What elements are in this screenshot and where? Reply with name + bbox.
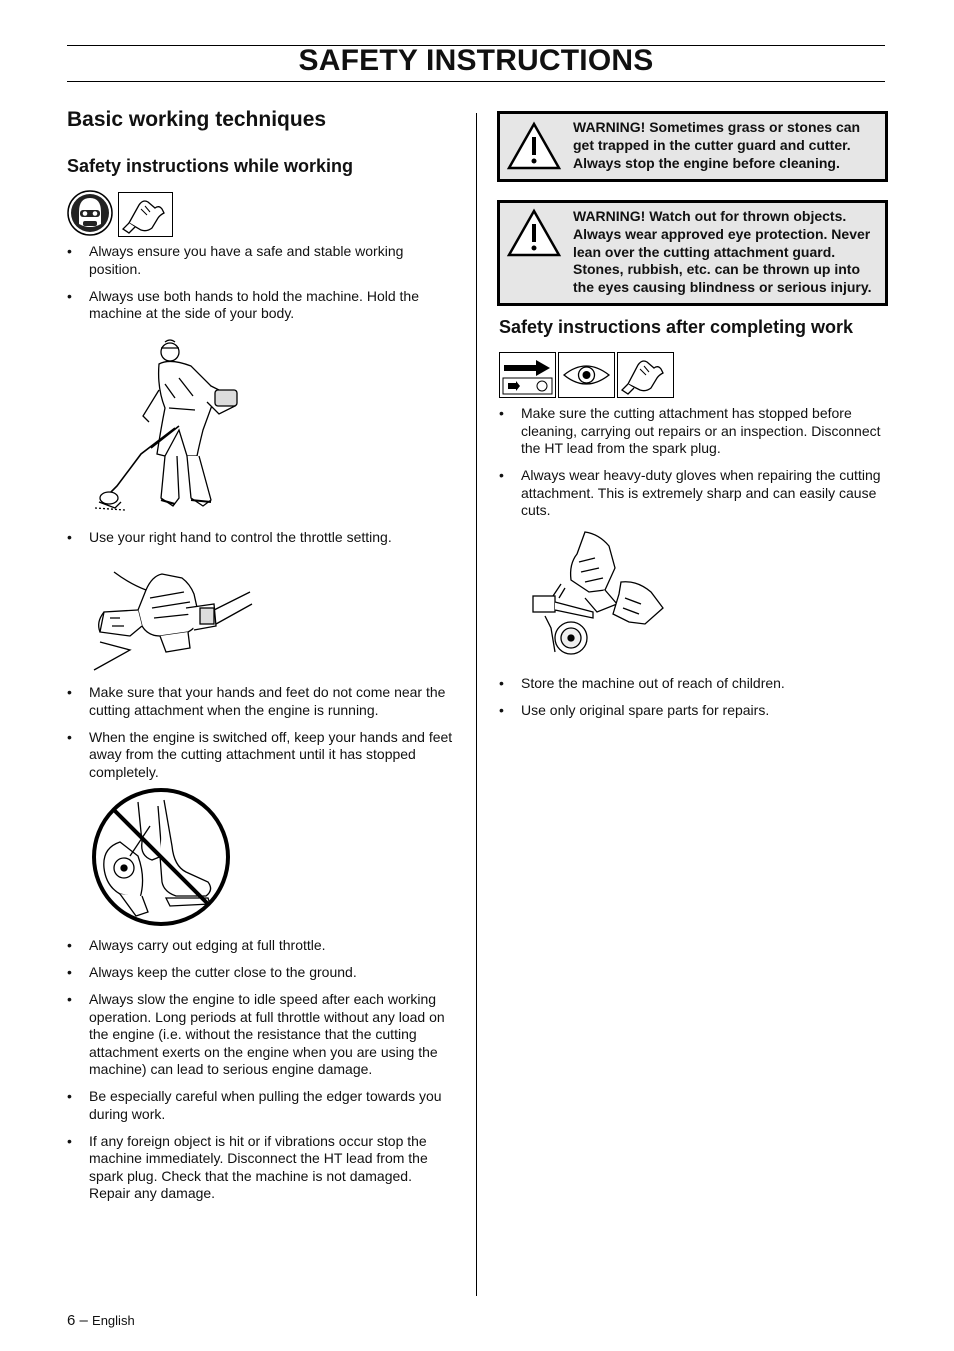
- page-number: 6 –: [67, 1312, 88, 1329]
- list-item: • Use your right hand to control the throttle setting.: [67, 529, 457, 547]
- list-item: • Make sure the cutting attachment has stopped before cleaning, carrying out repairs or an inspection. Disconnect the HT lead from the spark plug.: [499, 405, 889, 458]
- warning-text: WARNING! Watch out for thrown objects. Always wear approved eye protection. Never lean over the cutting attachment guard. Stones, rubbish, etc. can be thrown up into the eyes causing blindness or serious injury.: [573, 208, 872, 296]
- column-divider: [476, 113, 477, 1296]
- face-protection-icon: [67, 190, 113, 236]
- subsection-title-after-work: Safety instructions after completing work: [499, 317, 854, 337]
- list-item: • Always use both hands to hold the machine. Hold the machine at the side of your body.: [67, 288, 457, 323]
- list-item: • Be especially careful when pulling the edger towards you during work.: [67, 1088, 457, 1123]
- header-rule-bottom: [67, 81, 885, 82]
- gloves-icon: [118, 192, 173, 237]
- list-item: • Use only original spare parts for repairs.: [499, 702, 889, 720]
- list-item: • Always ensure you have a safe and stable working position.: [67, 243, 457, 278]
- page-footer: [67, 1312, 135, 1329]
- operator-illustration: [95, 338, 255, 516]
- stop-switch-icon: [499, 352, 556, 398]
- list-item: • Always keep the cutter close to the ground.: [67, 964, 457, 982]
- warning-box-trapped-grass: [497, 111, 888, 182]
- repair-cutter-illustration: [525, 528, 670, 660]
- list-item: • Store the machine out of reach of children.: [499, 675, 889, 693]
- throttle-hand-illustration: [90, 552, 255, 674]
- footer-language: English: [92, 1313, 135, 1328]
- page-title: SAFETY INSTRUCTIONS: [298, 44, 654, 77]
- eye-protection-icon: [558, 352, 615, 398]
- subsection-title-working: Safety instructions while working: [67, 156, 354, 176]
- list-item: • Always carry out edging at full throttle.: [67, 937, 457, 955]
- gloves-icon: [617, 352, 674, 398]
- list-item: • If any foreign object is hit or if vibrations occur stop the machine immediately. Disconnect the HT lead from the spark plug. Check that the machine is not damaged. Repair any damage.: [67, 1133, 457, 1203]
- warning-triangle-icon: [506, 208, 562, 258]
- warning-text: WARNING! Sometimes grass or stones can get trapped in the cutter guard and cutter. Always stop the engine before cleaning.: [573, 119, 861, 171]
- list-item: • Make sure that your hands and feet do not come near the cutting attachment when the engine is running.: [67, 684, 457, 719]
- list-item: • When the engine is switched off, keep your hands and feet away from the cutting attachment until it has stopped completely.: [67, 729, 457, 782]
- prohibited-feet-near-cutter-illustration: [90, 786, 232, 928]
- list-item: • Always wear heavy-duty gloves when repairing the cutting attachment. This is extremely sharp and can easily cause cuts.: [499, 467, 889, 520]
- warning-box-thrown-objects: [497, 200, 888, 306]
- list-item: • Always slow the engine to idle speed after each working operation. Long periods at full throttle without any load on the engine (i.e. without the resistance that the cutting attachment exerts on the engine when you are using the machine) can lead to serious engine damage.: [67, 991, 457, 1079]
- warning-triangle-icon: [506, 121, 562, 171]
- section-title: Basic working techniques: [67, 108, 327, 131]
